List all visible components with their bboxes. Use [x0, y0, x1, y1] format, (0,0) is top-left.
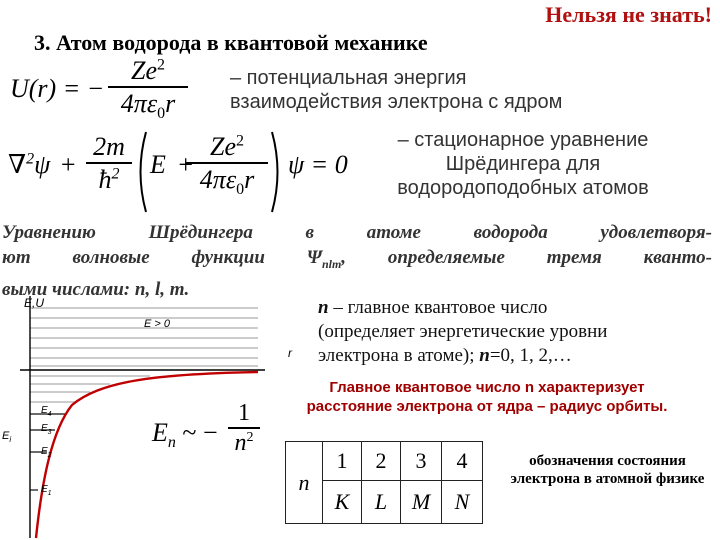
- level-label-2: $E_2$: [41, 446, 52, 459]
- table-letter-m: M: [401, 481, 442, 524]
- table-number-2: 2: [362, 442, 401, 481]
- n-var-2: n: [479, 345, 490, 366]
- y-axis-label: E,U: [24, 296, 45, 310]
- frac2-den-tail: r: [244, 165, 255, 194]
- side-energy-label: [2, 430, 11, 444]
- table-letter-n: N: [442, 481, 483, 524]
- potential-den-sub: 0: [157, 105, 166, 123]
- psi-symbol: ψ: [34, 150, 51, 179]
- table-number-3: 3: [401, 442, 442, 481]
- n-desc-line3-post: =0, 1, 2,…: [489, 345, 572, 366]
- mass-fraction: [86, 132, 132, 195]
- par-line1: Уравнению Шрёдингера в атоме водорода удовлетворя-: [2, 222, 712, 243]
- nabla-symbol: ∇: [8, 150, 27, 179]
- principal-quantum-characteristic: [262, 378, 712, 416]
- quantum-number-table: [285, 441, 483, 524]
- level-label-1: $E_1$: [41, 484, 52, 497]
- par-line2-sub: nlm: [321, 256, 342, 271]
- potential-num-sup: 2: [157, 56, 165, 74]
- side-label-sub: i: [9, 435, 12, 445]
- potential-desc-line1: – потенциальная энергия: [230, 67, 467, 89]
- par-line2-pre: ют волновые функции Ψ: [2, 247, 322, 268]
- x-axis-label: r: [288, 346, 292, 360]
- n-char-line1: Главное квантовое число n характеризует: [329, 379, 645, 396]
- n-desc-line2: (определяет энергетические уровни: [318, 321, 608, 342]
- frac2-den-sub: 0: [236, 181, 245, 199]
- level-label-3: $E_3$: [41, 423, 52, 436]
- potential-fraction: [108, 56, 188, 123]
- level-label-4: $E_4$: [41, 405, 52, 418]
- schrod-desc-line2: Шрёдингера для: [445, 153, 601, 175]
- schrodinger-description: [362, 128, 684, 200]
- energy-levels-plot: [0, 290, 265, 540]
- slide-title: [34, 30, 428, 56]
- frac1-den: ħ: [98, 165, 112, 194]
- potential-den-tail: r: [165, 89, 176, 118]
- level-formula-lhs: $E_n$ ~ −: [152, 418, 218, 452]
- title-number: 3.: [34, 30, 51, 55]
- table-letter-k: K: [323, 481, 362, 524]
- level-formula-fraction: $\frac{1}{n^2}$: [228, 400, 260, 457]
- n-desc-line1: – главное квантовое число: [328, 297, 548, 318]
- potential-description: [230, 66, 562, 114]
- table-row-label: n: [286, 442, 323, 524]
- par-line2-post: , определяемые тремя кванто-: [341, 247, 713, 268]
- schrod-desc-line1: – стационарное уравнение: [397, 129, 649, 151]
- n-char-line2: расстояние электрона от ядра – радиус орбиты.: [306, 398, 668, 415]
- schrod-desc-line3: водородоподобных атомов: [397, 177, 649, 199]
- table-letter-l: L: [362, 481, 401, 524]
- potential-desc-line2: взаимодействия электрона с ядром: [230, 91, 563, 113]
- n-var-1: n: [318, 297, 329, 318]
- plus-sign-1: +: [60, 150, 76, 179]
- coulomb-fraction: [186, 132, 268, 199]
- energy-symbol: E: [150, 150, 166, 179]
- plus-sign-2: +: [178, 150, 194, 179]
- title-text: Атом водорода в квантовой механике: [56, 30, 428, 55]
- frac2-den: 4πε: [199, 165, 237, 194]
- principal-quantum-description: [318, 296, 607, 368]
- equation-tail: ψ = 0: [288, 150, 348, 179]
- state-notation-note: обозначения состояния электрона в атомной физике: [510, 453, 705, 487]
- potential-num: Ze: [131, 56, 157, 85]
- right-bracket: [268, 130, 286, 214]
- left-bracket: [132, 130, 150, 214]
- potential-den: 4πε: [120, 89, 158, 118]
- n-desc-line3-pre: электрона в атоме);: [318, 345, 480, 366]
- region-label: E > 0: [144, 318, 170, 330]
- frac2-num-sup: 2: [236, 132, 244, 150]
- nabla-sup: 2: [26, 150, 35, 168]
- frac1-num: 2m: [86, 132, 132, 164]
- table-number-4: 4: [442, 442, 483, 481]
- side-label-text: E: [2, 430, 10, 442]
- par-line3: выми числами: n, l, m.: [2, 278, 190, 300]
- frac2-num: Ze: [210, 132, 236, 161]
- header-label: Нельзя не знать!: [545, 2, 712, 27]
- potential-lhs: U(r) = −: [10, 74, 105, 103]
- frac1-den-sup: 2: [111, 165, 120, 183]
- table-number-1: 1: [323, 442, 362, 481]
